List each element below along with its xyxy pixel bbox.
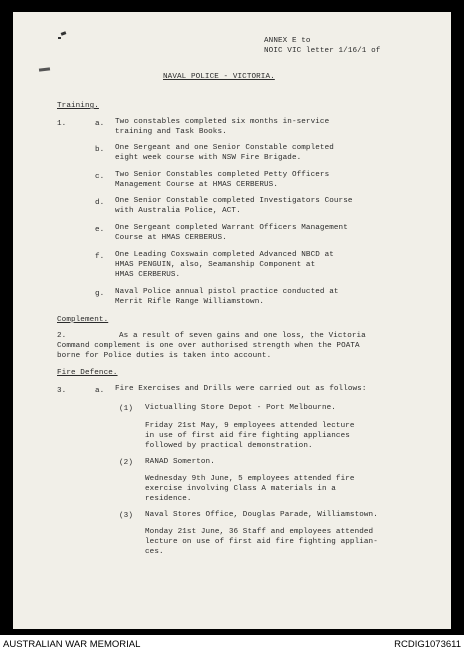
fire-sub-1-place: Victualling Store Depot - Port Melbourne. xyxy=(145,404,336,412)
training-heading: Training. xyxy=(57,102,99,110)
archive-footer xyxy=(0,635,464,653)
training-item-b-line: eight week course with NSW Fire Brigade. xyxy=(115,154,302,162)
complement-number: 2. xyxy=(57,332,67,340)
training-item-g-letter: g. xyxy=(95,290,105,298)
complement-heading: Complement. xyxy=(57,316,109,324)
training-item-c-line: Management Course at HMAS CERBERUS. xyxy=(115,181,278,189)
fire-sub-3-line: lecture on use of first aid fire fighting applian- xyxy=(145,538,378,546)
training-item-a-line: Two constables completed six months in-service xyxy=(115,118,330,126)
fire-sub-1-line: followed by practical demonstration. xyxy=(145,442,313,450)
fire-sub-3-line: Monday 21st June, 36 Staff and employees attended xyxy=(145,528,374,536)
fire-defence-heading: Fire Defence. xyxy=(57,369,118,377)
annex-line-1: ANNEX E to xyxy=(264,37,311,45)
training-item-e-line: One Sergeant completed Warrant Officers Management xyxy=(115,224,348,232)
training-item-f-letter: f. xyxy=(95,253,105,261)
training-item-a-letter: a. xyxy=(95,120,105,128)
fire-defence-letter: a. xyxy=(95,387,105,395)
fire-sub-2-line: residence. xyxy=(145,495,192,503)
training-item-e-letter: e. xyxy=(95,226,105,234)
archive-reference: RCDIG1073611 xyxy=(394,639,461,650)
complement-line: Command complement is one over authorised strength when the POATA xyxy=(57,342,360,350)
training-item-f-line: HMAS PENGUIN, also, Seamanship Component at xyxy=(115,261,316,269)
fire-sub-1-line: in use of first aid fire fighting appliances xyxy=(145,432,350,440)
training-item-d-line: with Australia Police, ACT. xyxy=(115,207,241,215)
training-item-e-line: Course at HMAS CERBERUS. xyxy=(115,234,227,242)
page-title: NAVAL POLICE - VICTORIA. xyxy=(163,73,275,81)
fire-sub-1-number: (1) xyxy=(119,405,133,413)
hole-mark xyxy=(39,67,50,71)
fire-sub-2-line: exercise involving Class A materials in a xyxy=(145,485,336,493)
training-item-b-letter: b. xyxy=(95,146,105,154)
complement-line: As a result of seven gains and one loss, the Victoria xyxy=(119,332,366,340)
training-item-g-line: Naval Police annual pistol practice conducted at xyxy=(115,288,339,296)
fire-sub-2-number: (2) xyxy=(119,459,133,467)
staple-mark-small xyxy=(58,37,61,39)
training-item-c-letter: c. xyxy=(95,173,105,181)
fire-sub-3-place: Naval Stores Office, Douglas Parade, Williamstown. xyxy=(145,511,378,519)
training-item-d-line: One Senior Constable completed Investigators Course xyxy=(115,197,353,205)
fire-sub-3-number: (3) xyxy=(119,512,133,520)
fire-sub-3-line: ces. xyxy=(145,548,164,556)
training-item-c-line: Two Senior Constables completed Petty Officers xyxy=(115,171,330,179)
fire-sub-2-place: RANAD Somerton. xyxy=(145,458,215,466)
training-number: 1. xyxy=(57,120,67,128)
document-page xyxy=(13,12,451,629)
fire-defence-intro: Fire Exercises and Drills were carried out as follows: xyxy=(115,385,367,393)
archive-name: AUSTRALIAN WAR MEMORIAL xyxy=(3,639,141,650)
training-item-a-line: training and Task Books. xyxy=(115,128,227,136)
fire-sub-1-line: Friday 21st May, 9 employees attended lecture xyxy=(145,422,355,430)
annex-line-2: NOIC VIC letter 1/16/1 of xyxy=(264,47,381,55)
fire-defence-number: 3. xyxy=(57,387,67,395)
training-item-b-line: One Sergeant and one Senior Constable completed xyxy=(115,144,334,152)
training-item-f-line: One Leading Coxswain completed Advanced NBCD at xyxy=(115,251,334,259)
training-item-f-line: HMAS CERBERUS. xyxy=(115,271,181,279)
training-item-d-letter: d. xyxy=(95,199,105,207)
complement-line: borne for Police duties is taken into account. xyxy=(57,352,272,360)
fire-sub-2-line: Wednesday 9th June, 5 employees attended fire xyxy=(145,475,355,483)
training-item-g-line: Merrit Rifle Range Williamstown. xyxy=(115,298,265,306)
staple-mark xyxy=(61,31,67,36)
